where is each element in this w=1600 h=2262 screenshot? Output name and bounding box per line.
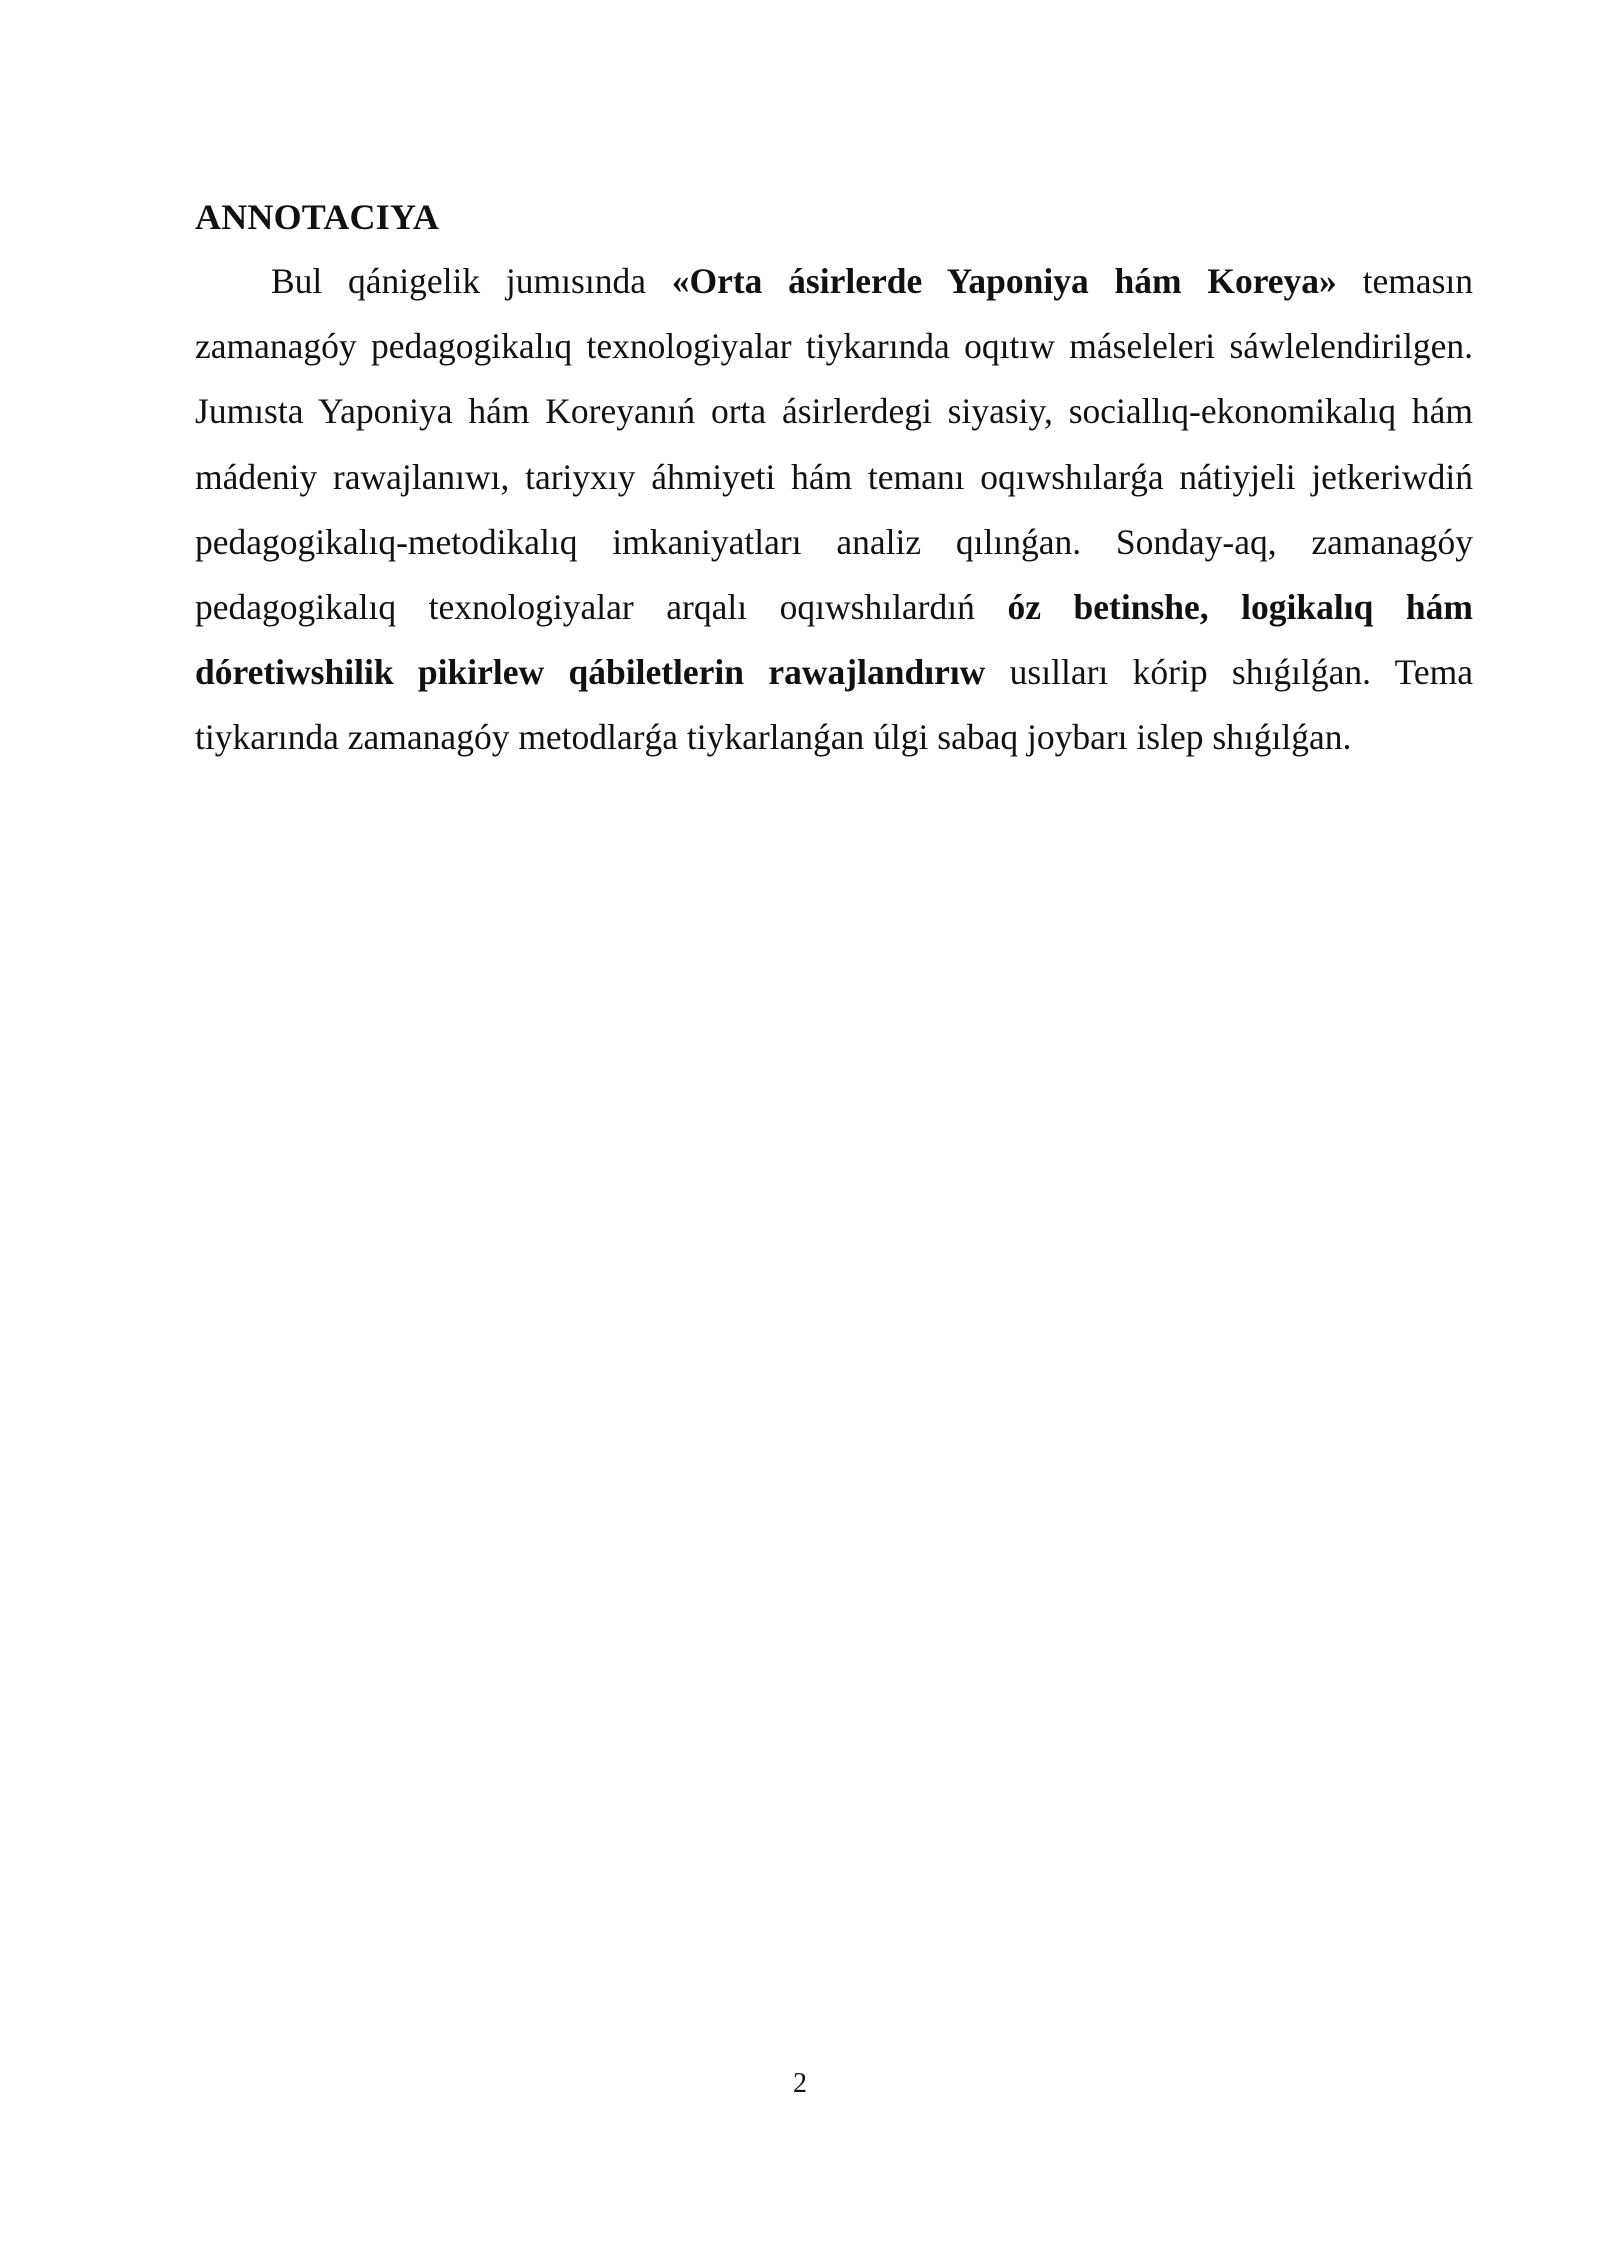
paragraph-bold-skills: óz betinshe, logikalıq hám dóretiwshilik pikirlew qábiletlerin rawajlandırıw xyxy=(195,587,1473,693)
section-heading: ANNOTACIYA xyxy=(195,197,440,237)
paragraph-text-segment: temasın zamanagóy pedagogikalıq texnologiyalar tiykarında oqıtıw máseleleri sáwlelendirilgen. Jumısta Yaponiya hám Koreyanıń orta ásirlerdegi siyasiy, sociallıq-ekonomikalıq hám mádeniy rawajlanıwı, tariyxıy áhmiyeti hám temanı oqıwshılarǵa nátiyjeli jetkeriwdiń pedagogikalıq-metodikalıq imkaniyatları analiz qılınǵan. Sonday-aq, zamanagóy pedagogikalıq texnologiyalar arqalı oqıwshılardıń xyxy=(195,261,1473,628)
paragraph-text-segment: Bul qánigelik jumısında xyxy=(271,261,672,301)
page-content xyxy=(195,192,1473,771)
paragraph-bold-topic: «Orta ásirlerde Yaponiya hám Koreya» xyxy=(671,261,1337,301)
page-number: 2 xyxy=(793,2068,807,2099)
abstract-paragraph xyxy=(195,249,1473,771)
paragraph-text-segment: usılları kórip shıǵılǵan. Tema tiykarında zamanagóy metodlarǵa tiykarlanǵan úlgi sabaq joybarı islep shıǵılǵan. xyxy=(195,652,1473,758)
